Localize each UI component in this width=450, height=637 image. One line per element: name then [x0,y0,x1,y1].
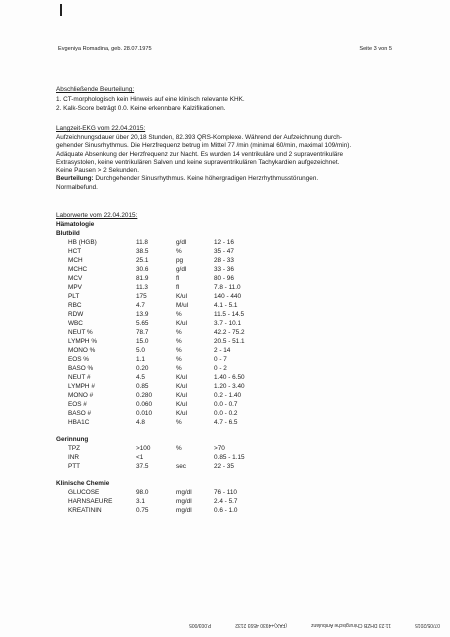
lab-subheading: Blutbild [56,230,80,237]
test-value: 4.5 [136,374,145,381]
test-range: 0.85 - 1.15 [214,454,245,461]
test-value: 37.5 [136,463,149,470]
test-unit: pg [176,257,184,264]
test-value: 175 [136,293,147,300]
test-range: >70 [214,445,225,452]
test-range: 0 - 7 [214,356,227,363]
test-unit: % [176,347,182,354]
labs-title: Laborwerte vom 22.04.2015: [56,212,138,219]
lab-row [56,311,316,320]
ecg-report [56,134,386,192]
test-value: 13.9 [136,311,149,318]
test-value: 30.6 [136,266,149,273]
test-value: 0.20 [136,365,149,372]
test-range: 0.0 - 0.7 [214,401,238,408]
test-value: 0.85 [136,383,149,390]
test-name: HARNSAEURE [68,498,113,505]
test-value: 0.75 [136,507,149,514]
test-value: 0.060 [136,401,152,408]
test-range: 0.0 - 0.2 [214,410,238,417]
test-value: 4.8 [136,419,145,426]
test-value: 4.7 [136,302,145,309]
test-unit: % [176,338,182,345]
test-value: <1 [136,454,144,461]
test-value: 11.3 [136,284,148,291]
test-unit: K/ul [176,401,188,408]
lab-row [56,454,316,463]
test-range: 0.6 - 1.0 [214,507,238,514]
test-value: 5.65 [136,320,149,327]
test-range: 7.8 - 11.0 [214,284,241,291]
test-range: 4.7 - 6.5 [214,419,238,426]
test-unit: % [176,445,182,452]
test-range: 1.20 - 3.40 [214,383,245,390]
test-unit: mg/dl [176,498,192,505]
fax-number: (FAX)+4930 4593 2132 [235,622,288,628]
test-name: KREATININ [68,507,102,514]
lab-row [56,410,316,419]
test-unit: K/ul [176,320,188,327]
ecg-line: Extrasystolen, keine ventrikulären Salven und keine supraventrikulären Tachykardien aufgezeichnet. [56,158,340,166]
test-name: MONO % [68,347,96,354]
test-range: 1.40 - 6.50 [214,374,245,381]
test-range: 28 - 33 [214,257,234,264]
lab-row [56,489,316,498]
test-name: RBC [68,302,82,309]
ecg-assessment-text: Durchgehender Sinusrhythmus. Keine höhergradigen Herzrhythmusstörungen. [93,175,319,183]
test-unit: % [176,311,182,318]
test-unit: fl [176,275,180,282]
test-value: 38.5 [136,248,149,255]
test-range: 42.2 - 75.2 [214,329,245,336]
test-name: BASO # [68,410,92,417]
test-unit: % [176,356,182,363]
test-range: 20.5 - 51.1 [214,338,245,345]
lab-row [56,320,316,329]
test-name: NEUT % [68,329,93,336]
test-range: 4.1 - 5.1 [214,302,238,309]
lab-row [56,329,316,338]
test-range: 76 - 110 [214,489,237,496]
test-range: 0.2 - 1.40 [214,392,242,399]
test-unit: % [176,365,182,372]
test-name: TPZ [68,445,81,452]
test-name: BASO % [68,365,94,372]
test-name: MCV [68,275,83,282]
test-unit: % [176,248,182,255]
test-value: 81.9 [136,275,149,282]
lab-row [56,275,316,284]
test-unit: K/ul [176,293,188,300]
test-value: 98.0 [136,489,149,496]
lab-row [56,257,316,266]
test-unit: K/ul [176,374,188,381]
fax-date: 07/05/2015 [414,622,440,628]
test-range: 2 - 14 [214,347,231,354]
test-name: GLUCOSE [68,489,100,496]
patient-header: Evgeniya Romadina, geb. 28.07.1975 [58,46,152,52]
test-value: 1.1 [136,356,145,363]
lab-row [56,401,316,410]
lab-row [56,392,316,401]
test-unit: g/dl [176,266,187,273]
ecg-line: gehender Sinusrhythmus. Die Herzfrequenz betrug im Mittel 77 /min (minimal 60/min, maximal 109/min). [56,142,352,150]
test-name: NEUT # [68,374,91,381]
lab-row [56,293,316,302]
test-unit: K/ul [176,383,188,390]
test-unit: K/ul [176,410,188,417]
lab-row [56,356,316,365]
lab-row [56,338,316,347]
test-range: 3.7 - 10.1 [214,320,242,327]
ecg-title: Langzeit-EKG vom 22.04.2015: [56,125,146,132]
ecg-line: Keine Pausen > 2 Sekunden. [56,167,139,175]
test-name: WBC [68,320,83,327]
test-name: MCHC [68,266,88,273]
test-unit: % [176,329,182,336]
lab-row [56,507,316,516]
ecg-normal: Normalbefund. [56,183,98,191]
test-name: MONO # [68,392,94,399]
test-name: INR [68,454,80,461]
test-name: MPV [68,284,82,291]
ecg-line: Adäquate Absenkung der Herzfrequenz zur Nacht. Es wurden 14 ventrikuläre und 2 supraventrikuläre [56,150,344,158]
test-unit: g/dl [176,239,187,246]
test-value: 11.8 [136,239,148,246]
lab-row [56,445,316,454]
test-range: 80 - 96 [214,275,234,282]
test-name: PTT [68,463,81,470]
lab-row [56,302,316,311]
test-value: 3.1 [136,498,145,505]
test-name: HB (HGB) [68,239,97,246]
lab-row [56,284,316,293]
test-range: 2.4 - 5.7 [214,498,238,505]
test-range: 140 - 440 [214,293,242,300]
assessment-item: 2. Kalk-Score beträgt 0.0. Keine erkennbare Kalzifikationen. [56,105,226,112]
test-unit: % [176,419,182,426]
test-name: LYMPH # [68,383,95,390]
lab-row [56,248,316,257]
test-name: RDW [68,311,84,318]
lab-row [56,383,316,392]
test-range: 33 - 36 [214,266,234,273]
test-value: 25.1 [136,257,149,264]
fax-footer [189,622,440,628]
page-number: Seite 3 von 5 [359,46,392,52]
test-value: 0.010 [136,410,152,417]
punch-mark [60,4,62,16]
test-value: 5.0 [136,347,145,354]
test-range: 12 - 16 [214,239,234,246]
lab-row [56,498,316,507]
test-name: EOS % [68,356,89,363]
test-value: 78.7 [136,329,149,336]
test-unit: M/ul [176,302,189,309]
test-name: MCH [68,257,83,264]
test-range: 11.5 - 14.5 [214,311,245,318]
lab-section-heading: Gerinnung [56,436,89,443]
test-name: PLT [68,293,80,300]
test-name: HCT [68,248,82,255]
lab-row [56,463,316,472]
test-unit: sec [176,463,186,470]
test-value: >100 [136,445,151,452]
test-name: LYMPH % [68,338,98,345]
test-unit: mg/dl [176,507,192,514]
lab-section-heading: Hämatologie [56,221,95,228]
test-name: HBA1C [68,419,90,426]
ecg-assessment-label: Beurteilung: [56,175,94,183]
lab-row [56,347,316,356]
lab-row [56,374,316,383]
lab-row [56,419,316,428]
lab-row [56,365,316,374]
test-unit: fl [176,284,180,291]
lab-row [56,239,316,248]
lab-row [56,266,316,275]
ecg-line: Aufzeichnungsdauer über 20,18 Stunden, 82.393 QRS-Komplexe. Während der Aufzeichnung durch- [56,134,342,141]
test-unit: mg/dl [176,489,192,496]
assessment-item: 1. CT-morphologisch kein Hinweis auf eine klinisch relevante KHK. [56,96,245,103]
test-unit: K/ul [176,392,188,399]
assessment-title: Abschließende Beurteilung: [56,86,135,93]
test-value: 0.280 [136,392,152,399]
test-range: 22 - 35 [214,463,234,470]
test-value: 15.0 [136,338,149,345]
fax-sender: 11:23 DHZB Chirurgische Ambulanz [311,622,391,628]
test-range: 0 - 2 [214,365,227,372]
test-name: EOS # [68,401,87,408]
test-range: 35 - 47 [214,248,234,255]
fax-page: P.003/005 [189,622,212,628]
lab-section-heading: Klinische Chemie [56,480,110,487]
